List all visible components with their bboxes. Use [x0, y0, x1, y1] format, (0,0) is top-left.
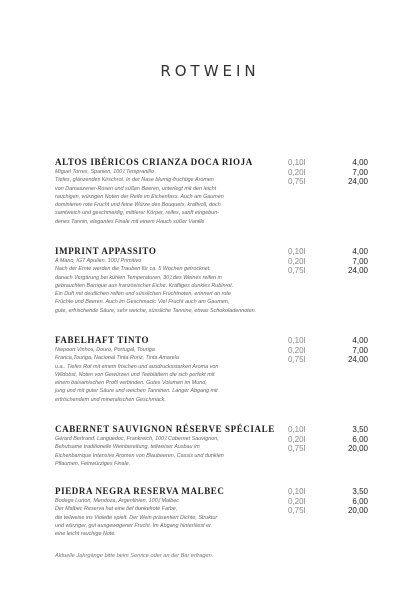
wine-description-line: rauchigen, würzigen Noten der Reife im Eichenfass. Auch am Gaumen: [55, 193, 224, 200]
wine-origin: Miguel Torres, Spanien, 100⁒ Tempranillo: [55, 169, 154, 175]
volume: 0,75l: [288, 506, 306, 515]
wine-origin: Bodega Lurton, Mendoza, Argentinien, 100⁒ Malbec: [55, 498, 179, 504]
volume: 0,10l: [288, 336, 306, 345]
wine-description-line: gute, erfrischende Säure, sehr weiche, süssliche Tannine, etwas Schokoladennoten.: [55, 307, 257, 314]
price: 6,00: [352, 496, 368, 506]
wine-description-line: Ein Duft mit deutlichen reifen und süsslichen Fruchtnoten, erinnert an rote: [55, 291, 231, 298]
price: 7,00: [352, 167, 368, 177]
volume: 0,75l: [288, 355, 306, 364]
price-row: [288, 355, 368, 365]
price: 24,00: [347, 177, 368, 186]
footnote: Aktuelle Jahrgänge bitte beim Service oder an der Bar erfragen.: [55, 553, 214, 559]
price: 4,00: [352, 247, 368, 256]
wine-name: FABELHAFT TINTO: [55, 335, 150, 345]
price-row: [288, 487, 368, 497]
volume: 0,10l: [288, 247, 306, 256]
volume: 0,20l: [288, 434, 306, 444]
wine-description-line: Der Malbec Reserva hat eine tief dunkelrote Farbe,: [55, 506, 178, 513]
wine-name: CABERNET SAUVIGNON RÉSERVE SPÉCIALE: [55, 424, 275, 434]
price: 3,50: [352, 487, 368, 496]
wine-description-line: Tiefes, glänzendes Kirschrot. In der Nase blumig-fruchtige Aromen: [55, 177, 214, 184]
wine-origin: Gérard Bertrand, Languedoc, Frankreich, 100⁒ Cabernet Sauvignon,: [55, 436, 219, 442]
price-row: [288, 435, 368, 445]
price: 24,00: [347, 355, 368, 364]
wine-description-line: Früchte und Beeren. Auch im Geschmack: Viel Frucht auch am Gaumen,: [55, 299, 230, 306]
volume: 0,10l: [288, 158, 306, 167]
wine-description-line: Eichenbarrique Intensive Aromen von Blaubeeren, Cassis und dunklen: [55, 452, 224, 459]
wine-description-line: erfrischendem und mineralischen Geschmack.: [55, 396, 166, 403]
price-row: [288, 497, 368, 507]
price-list: [288, 247, 368, 276]
wine-description-line: gebrauchten Barrique aus französischer Eiche. Kräftiges dunkles Rubinrot.: [55, 282, 234, 289]
price-row: [288, 506, 368, 516]
price-row: [288, 346, 368, 356]
price-row: [288, 425, 368, 435]
volume: 0,20l: [288, 167, 306, 177]
wine-description-line: Nach der Ernte werden die Trauben für ca. 5 Wochen getrocknet,: [55, 266, 211, 273]
price: 4,00: [352, 158, 368, 167]
wine-description-line: u.a.. Tiefes Rot mit einem frischen und ausdrucksstarken Aroma von: [55, 363, 219, 370]
wine-description-line: Pflaumen. Feinwürziges Finale.: [55, 460, 131, 467]
price: 4,00: [352, 336, 368, 345]
wine-description-line: dominieren rote Frucht und feine Würze des Bouquets, kraftvoll, doch: [55, 202, 221, 209]
volume: 0,75l: [288, 444, 306, 453]
volume: 0,10l: [288, 425, 306, 434]
wine-entry: [55, 424, 367, 468]
volume: 0,75l: [288, 177, 306, 186]
wine-entry: [55, 486, 367, 538]
price-row: [288, 444, 368, 454]
wine-description-line: samtweich und geschmeidig, mittlerer Körper, reifes, sanft eingebun-: [55, 210, 219, 217]
price-row: [288, 168, 368, 178]
wine-description-line: danach Vergärung bei kühlen Temperaturen, 30⁒ des Weines reifen in: [55, 274, 222, 281]
price-row: [288, 336, 368, 346]
price: 6,00: [352, 434, 368, 444]
price-list: [288, 487, 368, 516]
wine-description-line: die teilweise ins Violette spielt. Der Wein präsentiert Dichte, Struktur: [55, 514, 218, 521]
wine-description-line: Wildobst, Noten von Gewürzen und Teeblättern die sich perfekt mit: [55, 371, 215, 378]
price-row: [288, 266, 368, 276]
price-list: [288, 336, 368, 365]
wine-description-line: Franca,Touriga, Nacional Tinta Roriz, Tinta Amarela: [55, 355, 179, 362]
price-row: [288, 247, 368, 257]
price: 3,50: [352, 425, 368, 434]
price-row: [288, 257, 368, 267]
price-row: [288, 158, 368, 168]
price-list: [288, 425, 368, 454]
price: 7,00: [352, 256, 368, 266]
volume: 0,75l: [288, 266, 306, 275]
wine-name: ALTOS IBÉRICOS CRIANZA DOCA RIOJA: [55, 157, 253, 167]
wine-origin: A Mano, IGT Apulien, 100⁒ Primitivo: [55, 258, 142, 264]
wine-description-line: und würziger, gut ausgewogener Frucht. Im Abgang hinterlässt er: [55, 522, 211, 529]
wine-description-line: einem balsamischen Profil verbinden. Gutes Volumen im Mund,: [55, 380, 207, 387]
volume: 0,20l: [288, 256, 306, 266]
volume: 0,10l: [288, 487, 306, 496]
price: 20,00: [347, 506, 368, 515]
wine-entry: [55, 335, 367, 404]
wine-name: IMPRINT APPASSITO: [55, 246, 157, 256]
price: 7,00: [352, 345, 368, 355]
price-list: [288, 158, 368, 187]
wine-description-line: Behutsame traditionelle Weinbereitung, teilweiser Ausbau im: [55, 444, 200, 451]
volume: 0,20l: [288, 496, 306, 506]
wine-name: PIEDRA NEGRA RESERVA MALBEC: [55, 486, 225, 496]
volume: 0,20l: [288, 345, 306, 355]
wine-description-line: denes Tannin, elegantes Finale mit einem Hauch süßer Vanille: [55, 218, 205, 225]
wine-entry: [55, 157, 367, 226]
price: 20,00: [347, 444, 368, 453]
wine-description-line: jung und mit guter Säure und weichen Tanninen. Langer Abgang mit: [55, 388, 218, 395]
wine-entry: [55, 246, 367, 315]
wine-description-line: von Damaszener-Rosen und süßen Beeren, unterlegt mit den leicht: [55, 185, 217, 192]
wine-origin: Niepoort Vinhos, Douro, Portugal, Touriga: [55, 347, 155, 353]
wine-description-line: eine leicht rauchige Note.: [55, 531, 116, 538]
price-row: [288, 177, 368, 187]
price: 24,00: [347, 266, 368, 275]
page-title: ROTWEIN: [160, 62, 260, 80]
